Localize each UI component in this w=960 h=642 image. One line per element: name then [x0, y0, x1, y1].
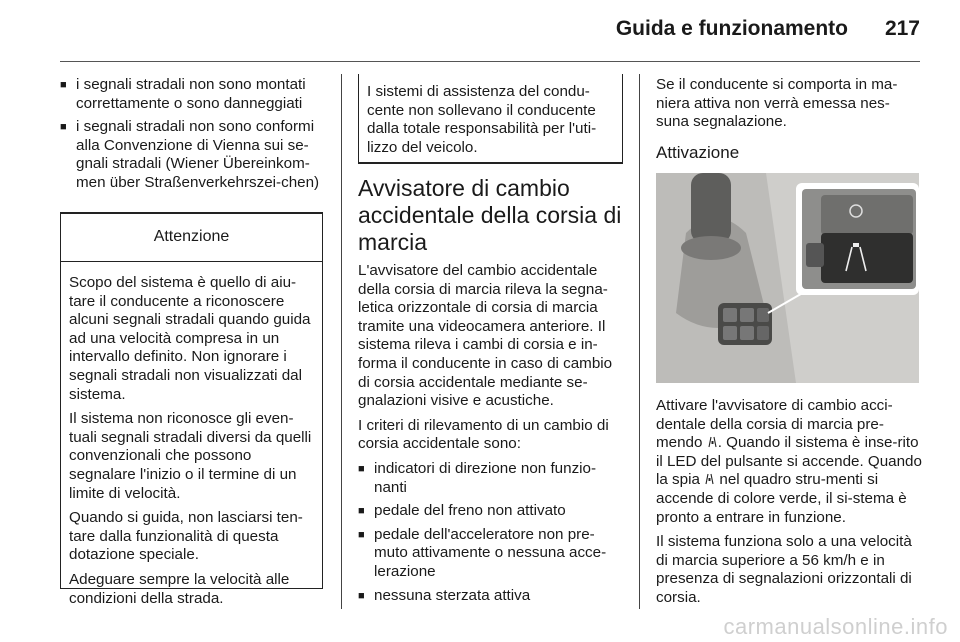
lane-departure-icon — [704, 473, 715, 485]
activation-paragraph — [656, 397, 922, 527]
activation-text-c: nel quadro stru-menti si accende di colore verde, il si-stema è pronto a entrare in funzione. — [656, 471, 907, 526]
list-item: ■ pedale del freno non attivato — [358, 502, 626, 521]
warning-paragraph: Quando si guida, non lasciarsi ten-tare dalla funzionalità di questa dotazione speciale. — [69, 509, 303, 564]
watermark: carmanualsonline.info — [723, 614, 948, 639]
list-item: ■ nessuna sterzata attiva — [358, 587, 626, 606]
criteria-list — [358, 460, 626, 605]
header-rule — [60, 61, 920, 62]
column-divider-1 — [341, 74, 342, 609]
list-item: ■ pedale dell'acceleratore non pre-muto attivamente o nessuna acce-lerazione — [358, 526, 626, 582]
warning-box — [60, 212, 323, 607]
body-paragraph: L'avvisatore del cambio accidentale della corsia di marcia rileva la segna-letica orizzontale di corsia di marcia tramite una videocamera anteriore. Il sistema rileva i cambi di corsia e in-forma il conducente in caso di cambio di corsia accidentale mediante se-gnalazioni visive e acustiche. — [358, 262, 613, 410]
dashboard-button-photo — [656, 173, 919, 383]
lane-departure-icon — [707, 436, 718, 448]
activation-text-b: . Quando il sistema è inse-rito il LED del pulsante si accende. Quando la spia — [656, 434, 922, 489]
page-number: 217 — [884, 17, 920, 40]
body-paragraph: I criteri di rilevamento di un cambio di corsia accidentale sono: — [358, 416, 609, 453]
sign-condition-list — [60, 76, 326, 193]
column-2 — [358, 175, 626, 610]
column-1 — [60, 76, 326, 198]
speed-condition-paragraph: Il sistema funziona solo a una velocità di marcia superiore a 56 km/h e in presenza di segnalazioni orizzontali di corsia. — [656, 533, 912, 606]
warning-paragraph: Il sistema non riconosce gli even-tuali segnali stradali diversi da quelli convenzionali che possono segnalare l'inizio o il termine di un limite di velocità. — [69, 410, 312, 502]
subsection-title: Attivazione — [656, 142, 740, 162]
warning-body — [61, 262, 322, 608]
activation-text-a: Attivare l'avvisatore di cambio acci-dentale della corsia di marcia pre-mendo — [656, 397, 893, 452]
column-3-top — [656, 76, 922, 162]
body-paragraph: Se il conducente si comporta in ma-niera attiva non verrà emessa nes-suna segnalazione. — [656, 76, 898, 131]
column-divider-2 — [639, 74, 640, 609]
warning-paragraph: Adeguare sempre la velocità alle condizioni della strada. — [69, 570, 290, 607]
page-header-title: Guida e funzionamento — [615, 17, 848, 40]
list-item: ■ i segnali stradali non sono conformi alla Convenzione di Vienna sui se-gnali stradali (Wiener Übereinkom-men über Straßenverkehrszei-chen) — [60, 118, 326, 192]
column-3-bottom — [656, 397, 922, 614]
list-item: ■ i segnali stradali non sono montati correttamente o sono danneggiati — [60, 76, 326, 113]
section-title: Avvisatore di cambio accidentale della corsia di marcia — [358, 175, 622, 255]
list-item: ■ indicatori di direzione non funzio-nanti — [358, 460, 626, 497]
responsibility-box — [358, 74, 623, 164]
responsibility-text: I sistemi di assistenza del condu-cente non sollevano il conducente dalla totale responsabilità per l'uti-lizzo del veicolo. — [367, 83, 597, 156]
warning-title: Attenzione — [61, 212, 322, 262]
warning-paragraph: Scopo del sistema è quello di aiu-tare il conducente a riconoscere alcuni segnali stradali quando guida ad una velocità compresa in un intervallo definito. Non ignorare i segnali stradali non visualizzati dal sistema. — [69, 274, 311, 403]
